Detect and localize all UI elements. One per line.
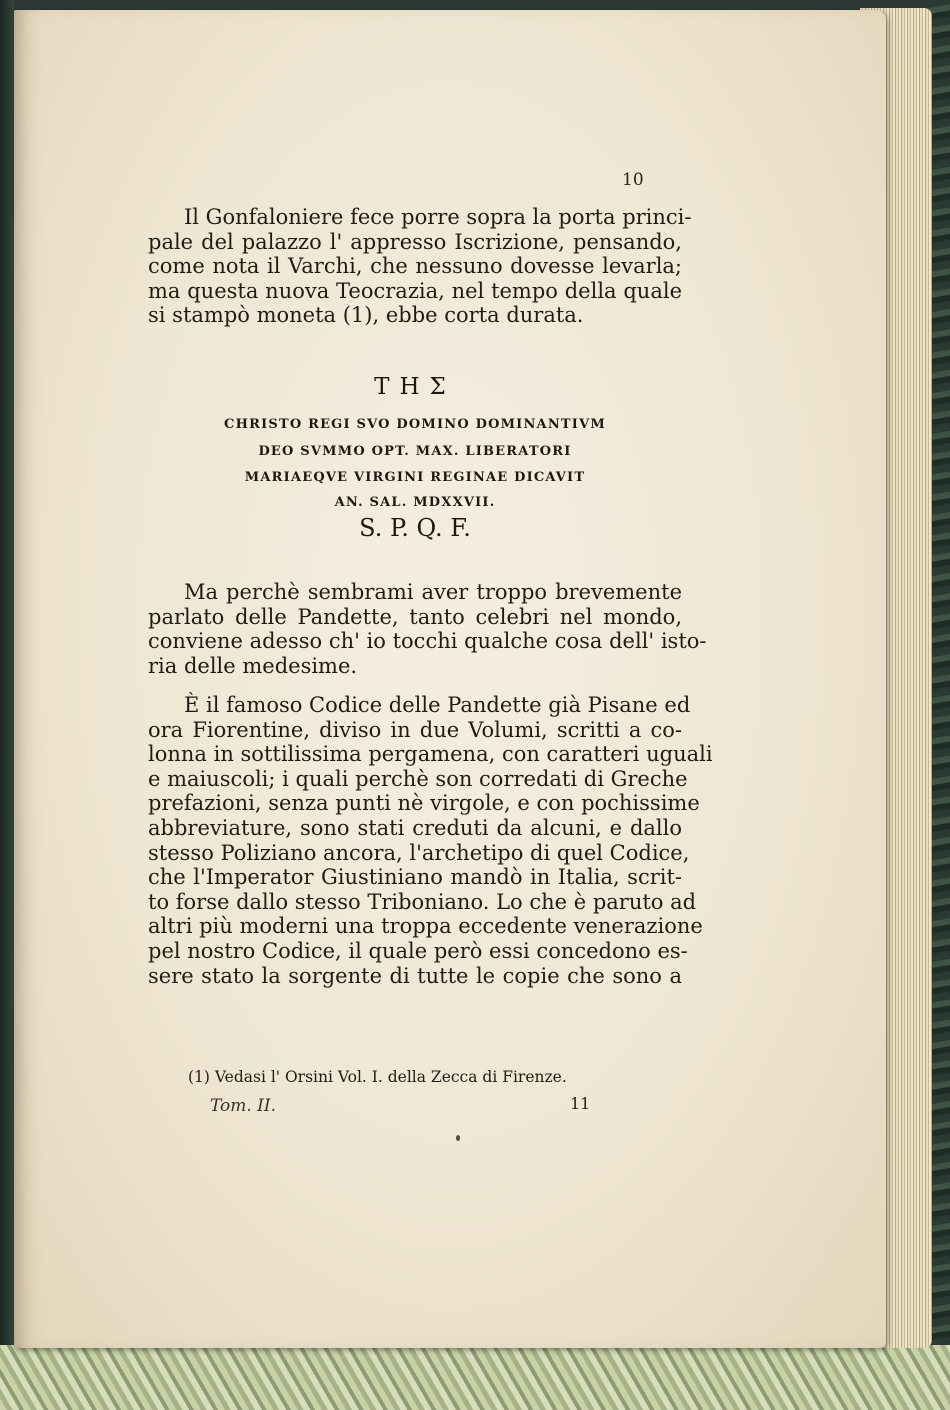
paragraph-1 — [148, 205, 692, 328]
paragraph-3 — [148, 693, 713, 988]
text-line: altri più moderni una troppa eccedente venerazione — [148, 914, 703, 939]
text-line: È il famoso Codice delle Pandette già Pisane ed — [184, 693, 691, 717]
inscription-line: DEO SVMMO OPT. MAX. LIBERATORI — [258, 444, 572, 459]
text-line: come nota il Varchi, che nessuno dovesse levarla; — [148, 254, 682, 279]
footnote: (1) Vedasi l' Orsini Vol. I. della Zecca di Firenze. — [188, 1068, 567, 1086]
text-line: ma questa nuova Teocrazia, nel tempo della quale — [148, 278, 682, 303]
paper-speck — [456, 1135, 460, 1141]
text-line: sere stato la sorgente di tutte le copie che sono a — [148, 963, 682, 988]
text-line: stesso Poliziano ancora, l'archetipo di quel Codice, — [148, 840, 690, 865]
text-line: prefazioni, senza punti nè virgole, e con pochissime — [148, 791, 700, 816]
sheet-signature: 11 — [570, 1094, 591, 1113]
paragraph-2 — [148, 580, 707, 678]
text-line: ora Fiorentine, diviso in due Volumi, scritti a co- — [148, 717, 682, 742]
text-line: lonna in sottilissima pergamena, con caratteri uguali — [148, 742, 713, 767]
text-line: ria delle medesime. — [148, 653, 358, 678]
text-line: che l'Imperator Giustiniano mandò in Italia, scrit- — [148, 865, 682, 890]
inscription-greek: ΤΗΣ — [374, 374, 456, 400]
inscription-line: AN. SAL. MDXXVII. — [334, 495, 496, 510]
inscription-closing: S. P. Q. F. — [359, 514, 471, 542]
text-line: Il Gonfaloniere fece porre sopra la porta princi- — [184, 205, 692, 229]
marbled-cover — [0, 1345, 950, 1410]
text-line: to forse dallo stesso Triboniano. Lo che è paruto ad — [148, 889, 697, 914]
text-line: si stampò moneta (1), ebbe corta durata. — [148, 303, 584, 328]
text-line: pel nostro Codice, il quale però essi concedono es- — [148, 938, 688, 963]
text-line: e maiuscoli; i quali perchè son corredati di Greche — [148, 766, 688, 791]
text-line: Ma perchè sembrami aver troppo brevemente — [184, 580, 682, 604]
volume-signature: Tom. II. — [210, 1096, 277, 1116]
text-line: abbreviature, sono stati creduti da alcuni, e dallo — [148, 815, 682, 840]
inscription-line: CHRISTO REGI SVO DOMINO DOMINANTIVM — [224, 417, 606, 432]
page-number: 10 — [622, 170, 644, 190]
text-line: parlato delle Pandette, tanto celebri nel mondo, — [148, 604, 682, 629]
text-line: pale del palazzo l' appresso Iscrizione, pensando, — [148, 229, 682, 254]
inscription-line: MARIAEQVE VIRGINI REGINAE DICAVIT — [244, 470, 586, 485]
text-line: conviene adesso ch' io tocchi qualche cosa dell' isto- — [148, 629, 707, 654]
binding-edge — [0, 0, 14, 1410]
